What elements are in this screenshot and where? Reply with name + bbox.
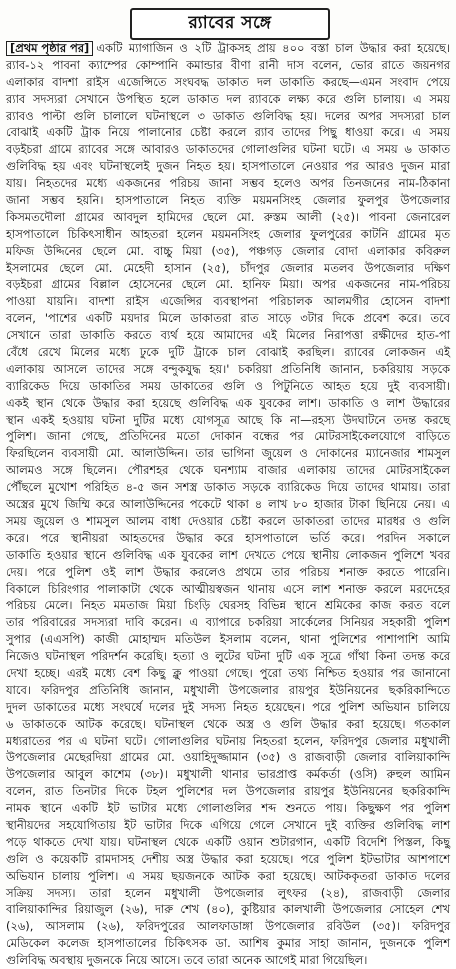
article-line: স্থানীয়দের সহযোগিতায় ইট ভাটার দিকে এগিয়ে গেলে সেখানে দুই ব্যক্তির গুলিবিদ্ধ লাশ (6, 817, 450, 832)
article-line: যায়। নিহতদের মধ্যে একজনের পরিচয় জানা সম্ভব হলেও অপর তিনজনের নাম-ঠিকানা (6, 176, 450, 191)
article-line: ইসলামের ছেলে মো. মেহেদী হাসান (২৫), চাঁদপুর জেলার মতলব উপজেলার দক্ষিণ (6, 260, 450, 275)
article-line: এলাকায় আসলে তাদের সঙ্গে বন্দুকযুদ্ধ হয়।' চকরিয়া প্রতিনিধি জানান, চকরিয়ায় সড়কে (6, 361, 450, 376)
article-line: জানা সম্ভব হয়নি। হাসপাতালে নিহত ব্যক্তি ময়মনসিংহ জেলার ফুলপুর উপজেলার (6, 193, 450, 208)
article-line: উপজেলার মেছেরদিয়া গ্রামের মো. ওয়াহিদুজ্জামান (৩৫) ও রাজবাড়ী জেলার বালিয়াকান্দি (6, 750, 450, 765)
article-line: অভিযান চালায় পুলিশ। এ সময় ছয়জনকে আটক করা হয়েছে। আটককৃতরা ডাকাত দলের (6, 868, 450, 883)
article-line: স্থান একই হওয়ায় ঘটনা দুটির মধ্যে যোগসূত্র আছে কি না—রহস্য উদঘাটনে তদন্ত করছে (6, 412, 450, 427)
article-line: উপজেলার আবুল কাশেম (৩৮)। মধুখালী থানার ভারপ্রাপ্ত কর্মকর্তা (ওসি) রুহুল আমিন (6, 767, 450, 782)
headline: র‍্যাবের সঙ্গে (188, 13, 272, 33)
headline-box (130, 8, 330, 40)
article-line: মেডিকেল কলেজ হাসপাতালের চিকিৎসক ডা. আশিষ কুমার সাহা জানান, দুজনকে পুলিশ (6, 936, 450, 951)
article-line: দেয়। পরে পুলিশ ওই লাশ উদ্ধার করলেও প্রথমে তার পরিচয় শনাক্ত করতে পারেনি। (6, 564, 450, 579)
article-line: কিসমতদৌলা গ্রামের আবদুল হামিদের ছেলে মো. রুস্তম আলী (২৫)। পাবনা জেনারেল (6, 209, 450, 224)
article-line: সক্রিয় সদস্য। তারা হলেন মধুখালী উপজেলার লুৎফর (২৪), রাজবাড়ী জেলার (6, 885, 450, 900)
article-line: পাওয়া যায়নি। বাদশা রাইস এজেন্সির ব্যবস্থাপনা পরিচালক আলমগীর হোসেন বাদশা (6, 294, 450, 309)
article-line: গুলিবিদ্ধ অবস্থায় দুজনকে নিয়ে আসে। তবে তারা অনেক আগেই মারা গিয়েছিল। (6, 953, 368, 968)
article-line: পড়ে থাকতে দেখা যায়। ঘটনাস্থল থেকে একটি ওয়ান শুটারগান, একটি বিদেশি পিস্তল, কিছু (6, 834, 450, 849)
article-line: দেখা হচ্ছে। এরই মধ্যে বেশ কিছু ক্লু পাওয়া গেছে। পুরো তথ্য নিশ্চিত হওয়ার পর জানানো (6, 665, 450, 680)
article-line: সময় জুয়েল ও শামসুল আলম বাধা দেওয়ার চেষ্টা করলে ডাকাতরা তাদের মারধর ও গুলি (6, 513, 450, 528)
article-line: দুদল ডাকাতের মধ্যে সংঘর্ষে দলের দুই সদস্য নিহত হয়েছেন। পরে পুলিশ অভিযান চালিয়ে (6, 699, 450, 714)
article-line: সুপার (এএসপি) কাজী মোহাম্মদ মতিউল ইসলাম বলেন, থানা পুলিশের পাশাপাশি আমি (6, 632, 450, 647)
article-line: বলেন, 'পাশের একটি ময়দার মিলে ডাকাতরা রাত সাড়ে ৩টার দিকে প্রবেশ করে। তবে (6, 311, 450, 326)
article-line: মফিজ উদ্দিনের ছেলে মো. বাচ্চু মিয়া (৩৫), পঞ্চগড় জেলার বোদা এলাকার কবিরুল (6, 243, 450, 258)
article-line: মধ্যরাতের পর এ ঘটনা ঘটে। গোলাগুলির ঘটনায় নিহতরা হলেন, ফরিদপুর জেলার মধুখালী (6, 733, 450, 748)
article-line: একই স্থান থেকে উদ্ধার করা হয়েছে গুলিবিদ্ধ এক যুবকের লাশ। ডাকাতি ও লাশ উদ্ধারের (6, 395, 450, 410)
article-line: ফিরছিলেন ব্যবসায়ী মো. আলাউদ্দিন। তার ভাগিনা জুয়েল ও দোকানের ম্যানেজার শামসুল (6, 446, 450, 461)
article-line: বলেন, রাত তিনটার দিকে টহল পুলিশের দল উপজেলার রায়পুর ইউনিয়নের ছকরিকান্দি (6, 784, 450, 799)
article-line: বেঁধে রেখে মিলের মধ্যে ঢুকে দুটি ট্রাকে চাল বোঝাই করছিল। র‍্যাবের লোকজন এই (6, 345, 450, 360)
article-line: পৌঁছলে মুখোশ পরিহিত ৪-৫ জন সশস্ত্র ডাকাত সড়কে ব্যারিকেড দিয়ে তাদের থামায়। তারা (6, 480, 450, 495)
article-line: বিকালে চিরিংগার পালাকাটা থেকে আত্মীয়স্বজন থানায় এসে লাশ শনাক্ত করলে মরদেহের (6, 581, 450, 596)
article-line: সেখানে তারা ডাকাতি করতে ব্যর্থ হয়ে আমাদের এই মিলের নিরাপত্তা রক্ষীদের হাত-পা (6, 328, 450, 343)
article-line: হাসপাতালে চিকিৎসাধীন আহতরা হলেন ময়মনসিংহ জেলার ফুলপুরের কাটনি গ্রামের মৃত (6, 226, 450, 241)
article-line: তার পরিবারের সদস্যরা দাবি করেন। এ ব্যাপারে চকরিয়া সার্কেলের সিনিয়র সহকারী পুলিশ (6, 615, 450, 630)
article-line: ডাকাতি হওয়ার স্থানে গুলিবিদ্ধ এক যুবকের লাশ দেখতে পেয়ে স্থানীয় লোকজন পুলিশে খবর (6, 547, 450, 562)
article-line: নামক স্থানে একটি ইট ভাটার মধ্যে গোলাগুলির শব্দ শুনতে পায়। কিছুক্ষণ পর পুলিশ (6, 801, 450, 816)
article-line: বালিয়াকান্দির রিয়াজুল (২৬), দারু শেখ (৪০), কুষ্টিয়ার কালখালী উপজেলার সোহেল শেখ (6, 902, 450, 917)
continuation-tag: [প্রথম পৃষ্ঠার পর] (6, 41, 93, 56)
article-line: পরিচয় মেলে। নিহত মমতাজ মিয়া চিংড়ি ঘেরসহ বিভিন্ন স্থানে শ্রমিকের কাজ করত বলে (6, 598, 450, 613)
article-line: ব্যারিকেড দিয়ে ডাকাতির সময় ডাকাতের গুলি ও পিটুনিতে আহত হয়ে দুই ব্যবসায়ী। (6, 378, 450, 393)
article-line: বোঝাই একটি ট্রাক নিয়ে পালানোর চেষ্টা করলে র‍্যাব তাদের পিছু ধাওয়া করে। এ সময় (6, 125, 450, 140)
article-line: নিজেও ঘটনাস্থল পরিদর্শন করেছি। হত্যা ও লুটের ঘটনা দুটি এক সূত্রে গাঁথা কিনা তদন্ত করে (6, 649, 450, 664)
article-line: গুলিবিদ্ধ হয় এবং ঘটনাস্থলেই দুজন নিহত হয়। হাসপাতালে নেওয়ার পর আরও দুজন মারা (6, 159, 450, 174)
article-body (6, 40, 450, 968)
article-line: বড়ইচরা গ্রামের বিল্লাল হোসেনের ছেলে মো. হানিফ মিয়া। অপর একজনের নাম-পরিচয় (6, 277, 450, 292)
article-line: (২৬), আসলাম (২৬), ফরিদপুরের আলফাডাঙ্গা উপজেলার রবিউল (৩৫)। ফরিদপুর (6, 919, 450, 934)
article-line: পুলিশ। জানা গেছে, প্রতিদিনের মতো দোকান বন্ধের পর মোটরসাইকেলযোগে বাড়িতে (6, 429, 450, 444)
article-line: র‍্যাব-১২ পাবনা ক্যাম্পের কোম্পানি কমান্ডার বীণা রানী দাস বলেন, ভোর রাতে জয়নগর (6, 57, 450, 72)
article-line: এলাকার বাদশা রাইস এজেন্সিতে সংঘবদ্ধ ডাকাত দল ডাকাতি করছে—এমন সংবাদ পেয়ে (6, 74, 450, 89)
article-line: যাবে। ফরিদপুর প্রতিনিধি জানান, মধুখালী উপজেলার রায়পুর ইউনিয়নের ছকরিকান্দিতে (6, 682, 450, 697)
article-line: বড়ইচরা গ্রামে র‍্যাবের সঙ্গে আবারও ডাকাতদের গোলাগুলির ঘটনা ঘটে। এ সময় ৬ ডাকাত (6, 142, 450, 157)
article-line: [প্রথম পৃষ্ঠার পর] একটি ম্যাগাজিন ও ২টি ট্রাকসহ প্রায় ৪০০ বস্তা চাল উদ্ধার করা হয়েছে। (6, 40, 450, 57)
article-line: করে। পরে স্থানীয়রা আহতদের উদ্ধার করে হাসপাতালে ভর্তি করে। পরদিন সকালে (6, 530, 450, 545)
article-line: গুলি ও কয়েকটি রামদাসহ দেশীয় অস্ত্র উদ্ধার করা হয়েছে। পরে পুলিশ ইটভাটার আশপাশে (6, 851, 450, 866)
article-line: র‍্যাব সদস্যরা সেখানে উপস্থিত হলে ডাকাত দল র‍্যাবকে লক্ষ্য করে গুলি চালায়। এ সময় (6, 91, 450, 106)
article-line: র‍্যাবও পাল্টা গুলি চালালে ঘটনাস্থলে ৩ ডাকাত গুলিবিদ্ধ হয়। দলের অপর সদস্যরা চাল (6, 108, 450, 123)
article-line: অস্ত্রের মুখে জিম্মি করে আলাউদ্দিনের পকেটে থাকা ৪ লাখ ৮০ হাজার টাকা ছিনিয়ে নেয়। এ (6, 497, 450, 512)
article-line: আলমও সঙ্গে ছিলেন। পৌরশহর থেকে ঘনশ্যাম বাজার এলাকায় তাদের মোটরসাইকেল (6, 463, 450, 478)
article-line: ৬ ডাকাতকে আটক করেছে। ঘটনাস্থল থেকে অস্ত্র ও গুলি উদ্ধার করা হয়েছে। গতকাল (6, 716, 450, 731)
